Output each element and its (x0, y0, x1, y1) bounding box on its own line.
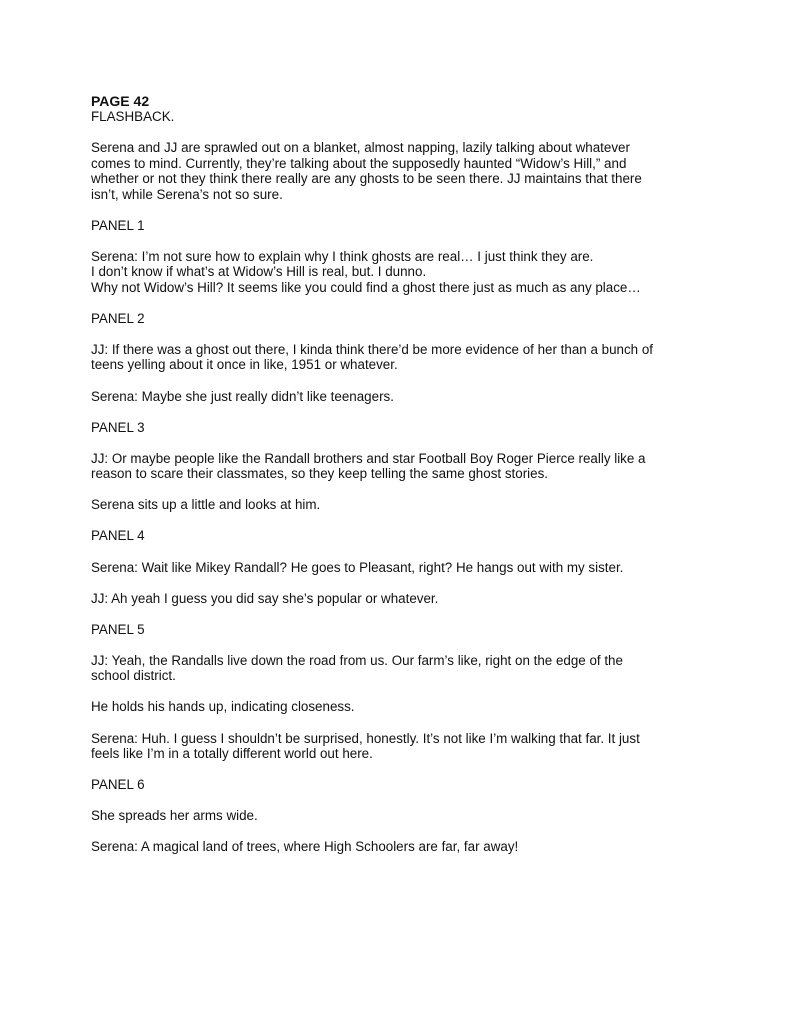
panel-3-dialogue-jj (91, 451, 711, 482)
panel-5-dialogue-jj (91, 653, 711, 684)
panel-5-label: PANEL 5 (91, 621, 145, 637)
panel-2-dialogue-serena: Serena: Maybe she just really didn’t like teenagers. (91, 388, 394, 404)
dialogue-line: feels like I’m in a totally different world out here. (91, 746, 373, 761)
scene-description-line: comes to mind. Currently, they’re talking about the supposedly haunted “Widow’s Hill,” and (91, 155, 627, 171)
scene-description-line: whether or not they think there really are any ghosts to be seen there. JJ maintains that there (91, 171, 642, 187)
page-number-heading: PAGE 42 (91, 93, 150, 109)
panel-6-dialogue-serena: Serena: A magical land of trees, where High Schoolers are far, far away! (91, 839, 519, 855)
dialogue-line: Why not Widow’s Hill? It seems like you could find a ghost there just as much as any place… (91, 279, 641, 295)
panel-4-dialogue-jj: JJ: Ah yeah I guess you did say she’s popular or whatever. (91, 590, 439, 606)
panel-6-label: PANEL 6 (91, 777, 145, 793)
dialogue-line: teens yelling about it once in like, 1951 or whatever. (91, 357, 398, 373)
scene-description-line: isn’t, while Serena’s not so sure. (91, 186, 283, 202)
dialogue-line: Serena: Huh. I guess I shouldn’t be surprised, honestly. It’s not like I’m walking that far. It just (91, 730, 640, 746)
dialogue-line: reason to scare their classmates, so they keep telling the same ghost stories. (91, 466, 548, 482)
panel-1-dialogue-serena (91, 249, 711, 296)
scene-description-line: Serena and JJ are sprawled out on a blanket, almost napping, lazily talking about whatever (91, 140, 630, 156)
dialogue-line: JJ: Yeah, the Randalls live down the road from us. Our farm’s like, right on the edge of the (91, 652, 623, 668)
scene-type-label: FLASHBACK. (91, 109, 175, 124)
panel-2-dialogue-jj (91, 342, 711, 373)
panel-4-label: PANEL 4 (91, 528, 145, 544)
script-page (91, 93, 711, 870)
panel-5-dialogue-serena (91, 731, 711, 762)
panel-1-label: PANEL 1 (91, 217, 145, 233)
panel-6-action: She spreads her arms wide. (91, 808, 258, 824)
panel-3-action: Serena sits up a little and looks at him. (91, 497, 321, 513)
dialogue-line: Serena: I’m not sure how to explain why I think ghosts are real… I just think they are. (91, 248, 594, 264)
panel-5-action: He holds his hands up, indicating closeness. (91, 699, 355, 715)
scene-description (91, 140, 711, 202)
dialogue-line: JJ: If there was a ghost out there, I kinda think there’d be more evidence of her than a bunch of (91, 341, 654, 357)
dialogue-line: school district. (91, 668, 176, 684)
panel-3-label: PANEL 3 (91, 419, 145, 435)
dialogue-line: I don’t know if what’s at Widow’s Hill is real, but. I dunno. (91, 264, 427, 280)
dialogue-line: JJ: Or maybe people like the Randall brothers and star Football Boy Roger Pierce really like a (91, 450, 646, 466)
panel-2-label: PANEL 2 (91, 310, 145, 326)
panel-4-dialogue-serena: Serena: Wait like Mikey Randall? He goes to Pleasant, right? He hangs out with my sister. (91, 559, 624, 575)
